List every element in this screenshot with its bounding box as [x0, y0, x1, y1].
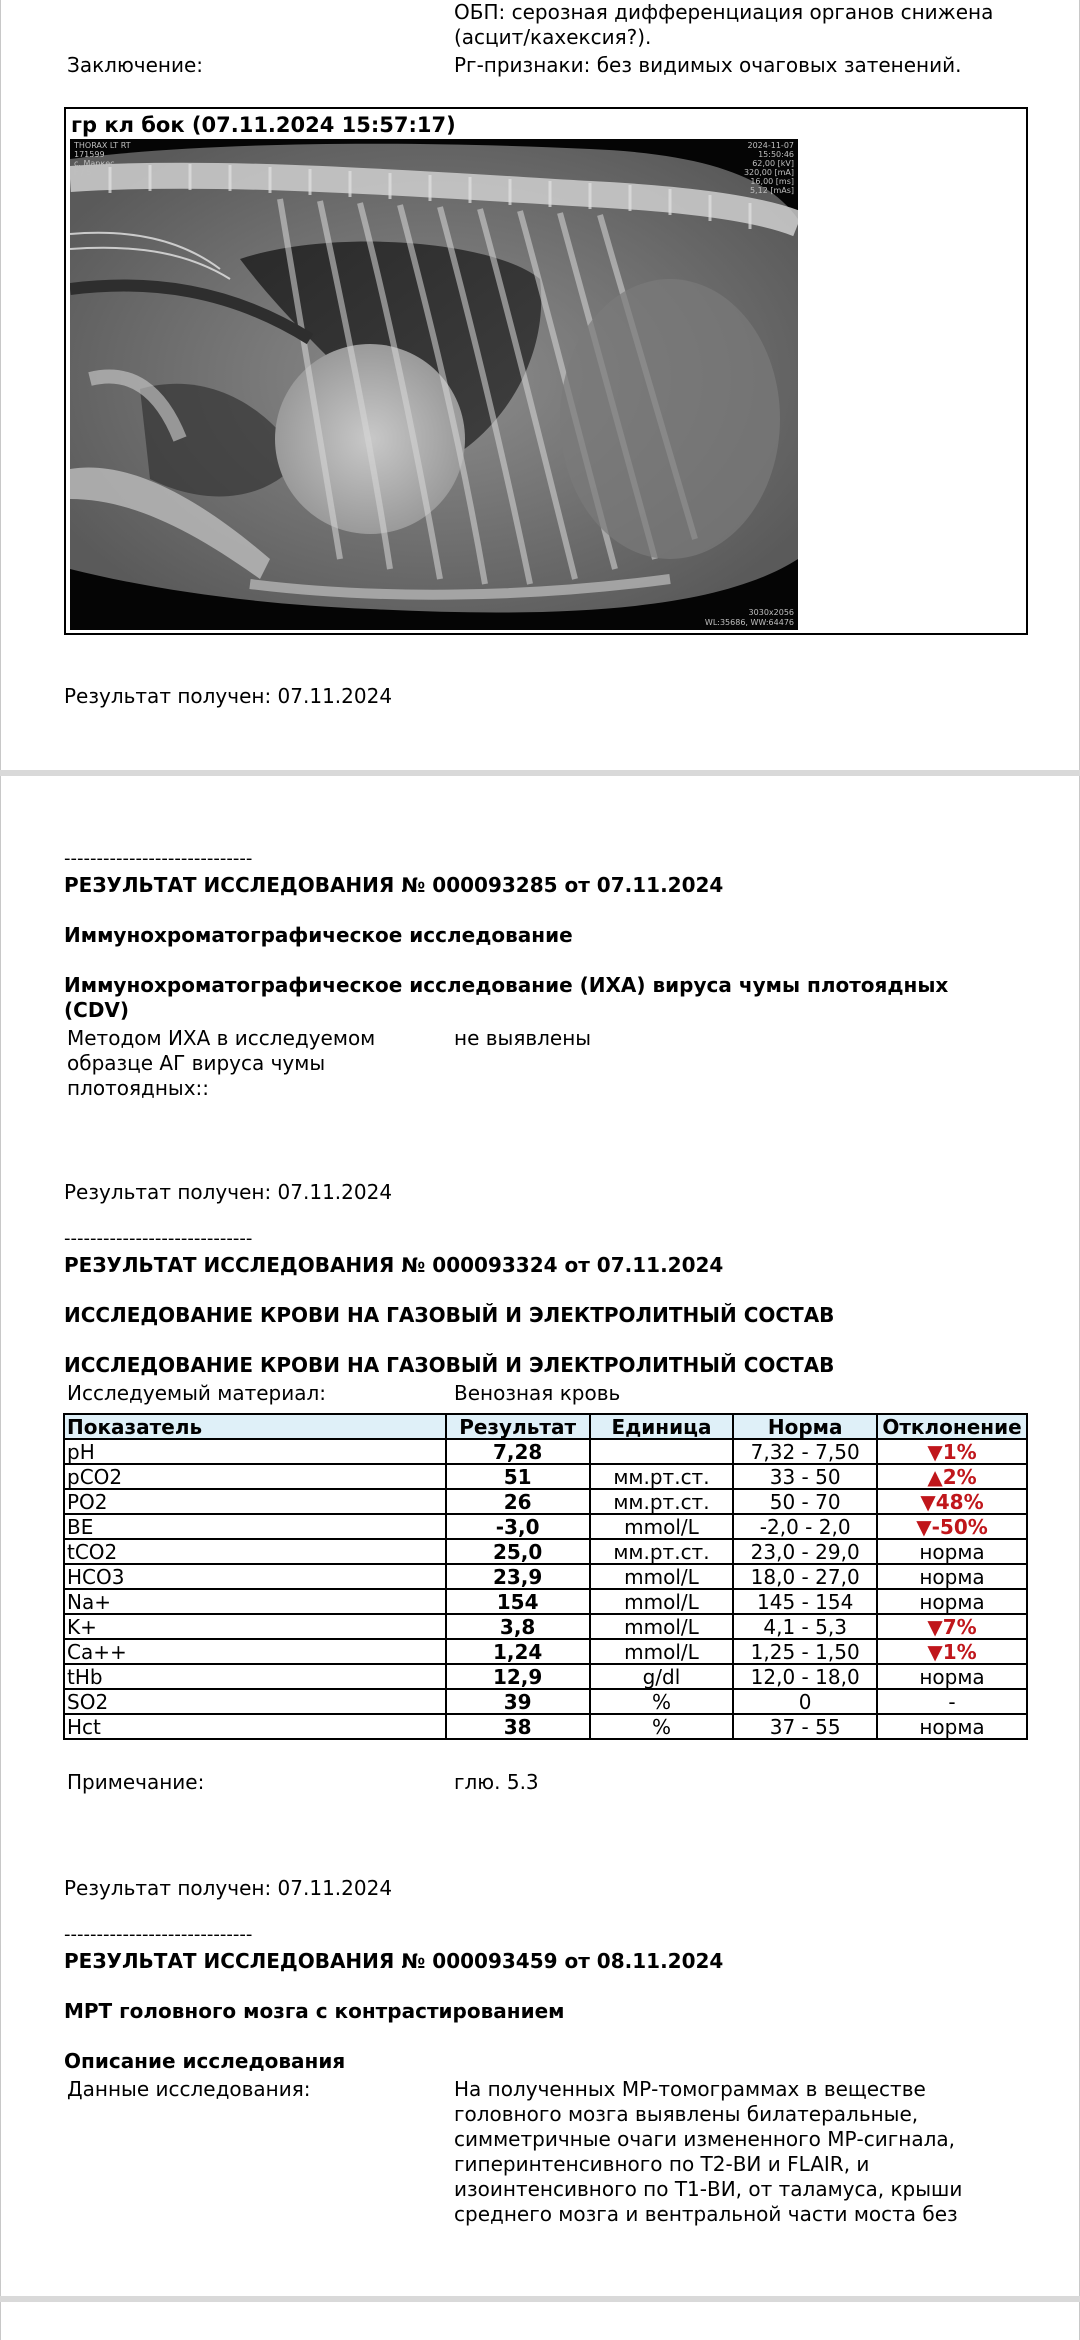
blood-gas-table — [63, 1413, 1028, 1740]
cell-norm: -2,0 - 2,0 — [733, 1514, 877, 1539]
table-row — [64, 1439, 1027, 1464]
table-row — [64, 1639, 1027, 1664]
cell-unit: mmol/L — [590, 1564, 734, 1589]
cell-param: BE — [64, 1514, 446, 1539]
cell-param: pH — [64, 1439, 446, 1464]
cell-param: Hct — [64, 1714, 446, 1739]
test-name: ИССЛЕДОВАНИЕ КРОВИ НА ГАЗОВЫЙ И ЭЛЕКТРОЛИТНЫЙ СОСТАВ — [64, 1353, 835, 1377]
cell-unit: мм.рт.ст. — [590, 1489, 734, 1514]
cell-norm: 50 - 70 — [733, 1489, 877, 1514]
test-name: Иммунохроматографическое исследование (ИХА) вируса чумы плотоядных (CDV) — [64, 973, 949, 1022]
overlay-br-line: 3030x2056 — [748, 608, 794, 617]
cell-deviation: ▼7% — [877, 1614, 1027, 1639]
cell-unit: mmol/L — [590, 1639, 734, 1664]
table-row — [64, 1589, 1027, 1614]
table-row — [64, 1514, 1027, 1539]
cell-param: HCO3 — [64, 1564, 446, 1589]
section-separator: ----------------------------- — [64, 1228, 253, 1249]
xray-figure — [64, 107, 1028, 635]
table-row — [64, 1664, 1027, 1689]
cell-deviation: ▼-50% — [877, 1514, 1027, 1539]
section-separator: ----------------------------- — [64, 848, 253, 869]
cell-result: 51 — [446, 1464, 590, 1489]
obp-text: ОБП: серозная дифференциация органов снижена (асцит/кахексия?). — [454, 0, 994, 49]
overlay-tr-line: 62,00 [kV] — [752, 159, 794, 168]
cell-unit: % — [590, 1689, 734, 1714]
table-row — [64, 1689, 1027, 1714]
cell-norm: 1,25 - 1,50 — [733, 1639, 877, 1664]
section-title: РЕЗУЛЬТАТ ИССЛЕДОВАНИЯ № 000093459 от 08.11.2024 — [64, 1949, 724, 1973]
overlay-tr-line: 5,12 [mAs] — [749, 186, 794, 195]
cell-param: tCO2 — [64, 1539, 446, 1564]
report-page-3 — [0, 2302, 1080, 2340]
overlay-tr-line: 2024-11-07 — [747, 141, 794, 150]
cell-result: 3,8 — [446, 1614, 590, 1639]
report-page-1 — [0, 0, 1080, 770]
section-title: РЕЗУЛЬТАТ ИССЛЕДОВАНИЯ № 000093285 от 07.11.2024 — [64, 873, 724, 897]
cell-unit: мм.рт.ст. — [590, 1539, 734, 1564]
cell-unit: mmol/L — [590, 1514, 734, 1539]
conclusion-value: Рг-признаки: без видимых очаговых затенений. — [454, 53, 962, 77]
section-subtitle: ИССЛЕДОВАНИЕ КРОВИ НА ГАЗОВЫЙ И ЭЛЕКТРОЛИТНЫЙ СОСТАВ — [64, 1303, 835, 1327]
cell-unit: mmol/L — [590, 1614, 734, 1639]
col-header-param: Показатель — [64, 1414, 446, 1439]
cell-deviation: норма — [877, 1539, 1027, 1564]
cell-deviation: норма — [877, 1714, 1027, 1739]
col-header-deviation: Отклонение — [877, 1414, 1027, 1439]
section-separator: ----------------------------- — [64, 1924, 253, 1945]
xray-image[interactable] — [70, 139, 798, 630]
cell-norm: 23,0 - 29,0 — [733, 1539, 877, 1564]
table-row — [64, 1564, 1027, 1589]
overlay-tr-line: 16,00 [ms] — [750, 177, 794, 186]
cell-norm: 7,32 - 7,50 — [733, 1439, 877, 1464]
cell-norm: 0 — [733, 1689, 877, 1714]
table-header-row — [64, 1414, 1027, 1439]
table-row — [64, 1539, 1027, 1564]
table-row — [64, 1489, 1027, 1514]
cell-param: Ca++ — [64, 1639, 446, 1664]
result-received: Результат получен: 07.11.2024 — [64, 1876, 393, 1900]
cell-deviation: норма — [877, 1589, 1027, 1614]
table-row — [64, 1464, 1027, 1489]
xray-title: гр кл бок (07.11.2024 15:57:17) — [71, 113, 456, 137]
result-received: Результат получен: 07.11.2024 — [64, 684, 393, 708]
overlay-br-line: WL:35686, WW:64476 — [704, 618, 794, 627]
material-value: Венозная кровь — [454, 1381, 621, 1405]
cell-result: 12,9 — [446, 1664, 590, 1689]
cell-result: 7,28 — [446, 1439, 590, 1464]
overlay-tl-line: F / 5 — [74, 168, 92, 177]
section-subtitle: МРТ головного мозга с контрастированием — [64, 1999, 565, 2023]
overlay-tr-line: 320,00 [mA] — [743, 168, 794, 177]
method-value: не выявлены — [454, 1026, 592, 1050]
cell-deviation: ▼48% — [877, 1489, 1027, 1514]
table-row — [64, 1614, 1027, 1639]
overlay-tl-line: 171599 — [74, 150, 105, 159]
cell-unit: g/dl — [590, 1664, 734, 1689]
cell-result: 38 — [446, 1714, 590, 1739]
cell-result: 25,0 — [446, 1539, 590, 1564]
cell-deviation: - — [877, 1689, 1027, 1714]
cell-unit: mmol/L — [590, 1589, 734, 1614]
cell-norm: 37 - 55 — [733, 1714, 877, 1739]
cell-result: 39 — [446, 1689, 590, 1714]
cell-param: PO2 — [64, 1489, 446, 1514]
col-header-norm: Норма — [733, 1414, 877, 1439]
cell-deviation: норма — [877, 1564, 1027, 1589]
conclusion-label: Заключение: — [67, 53, 204, 77]
data-label: Данные исследования: — [67, 2077, 311, 2101]
cell-param: K+ — [64, 1614, 446, 1639]
overlay-tl-line: THORAX LT RT — [74, 141, 131, 150]
data-value: На полученных МР-томограммах в веществе головного мозга выявлены билатеральные, симметричные очаги измененного МР-сигнала, гиперинтенсивного по Т2-ВИ и FLAIR, и изоинтенсивного по Т1-ВИ, от таламуса, крыши среднего мозга и вентральной части моста без — [454, 2077, 963, 2226]
method-label: Методом ИХА в исследуемом образце АГ вируса чумы плотоядных:: — [67, 1026, 376, 1100]
cell-param: Na+ — [64, 1589, 446, 1614]
cell-unit — [590, 1439, 734, 1464]
col-header-result: Результат — [446, 1414, 590, 1439]
cell-norm: 33 - 50 — [733, 1464, 877, 1489]
cell-param: SO2 — [64, 1689, 446, 1714]
section-title: РЕЗУЛЬТАТ ИССЛЕДОВАНИЯ № 000093324 от 07.11.2024 — [64, 1253, 724, 1277]
overlay-tl-line: с. Маркес — [74, 159, 115, 168]
cell-param: tHb — [64, 1664, 446, 1689]
cell-norm: 12,0 - 18,0 — [733, 1664, 877, 1689]
cell-norm: 145 - 154 — [733, 1589, 877, 1614]
cell-deviation: ▼1% — [877, 1639, 1027, 1664]
section-subtitle: Иммунохроматографическое исследование — [64, 923, 573, 947]
result-received: Результат получен: 07.11.2024 — [64, 1180, 393, 1204]
cell-result: 23,9 — [446, 1564, 590, 1589]
cell-deviation: ▼1% — [877, 1439, 1027, 1464]
table-row — [64, 1714, 1027, 1739]
xray-overlay-top-right — [744, 141, 794, 195]
cell-unit: % — [590, 1714, 734, 1739]
note-label: Примечание: — [67, 1770, 205, 1794]
note-value: глю. 5.3 — [454, 1770, 539, 1794]
cell-result: 1,24 — [446, 1639, 590, 1664]
cell-deviation: норма — [877, 1664, 1027, 1689]
cell-param: pCO2 — [64, 1464, 446, 1489]
material-label: Исследуемый материал: — [67, 1381, 327, 1405]
cell-deviation: ▲2% — [877, 1464, 1027, 1489]
cell-norm: 18,0 - 27,0 — [733, 1564, 877, 1589]
cell-unit: мм.рт.ст. — [590, 1464, 734, 1489]
cell-result: 154 — [446, 1589, 590, 1614]
overlay-tr-line: 15:50:46 — [758, 150, 794, 159]
description-heading: Описание исследования — [64, 2049, 346, 2073]
cell-norm: 4,1 - 5,3 — [733, 1614, 877, 1639]
cell-result: -3,0 — [446, 1514, 590, 1539]
col-header-unit: Единица — [590, 1414, 734, 1439]
cell-result: 26 — [446, 1489, 590, 1514]
